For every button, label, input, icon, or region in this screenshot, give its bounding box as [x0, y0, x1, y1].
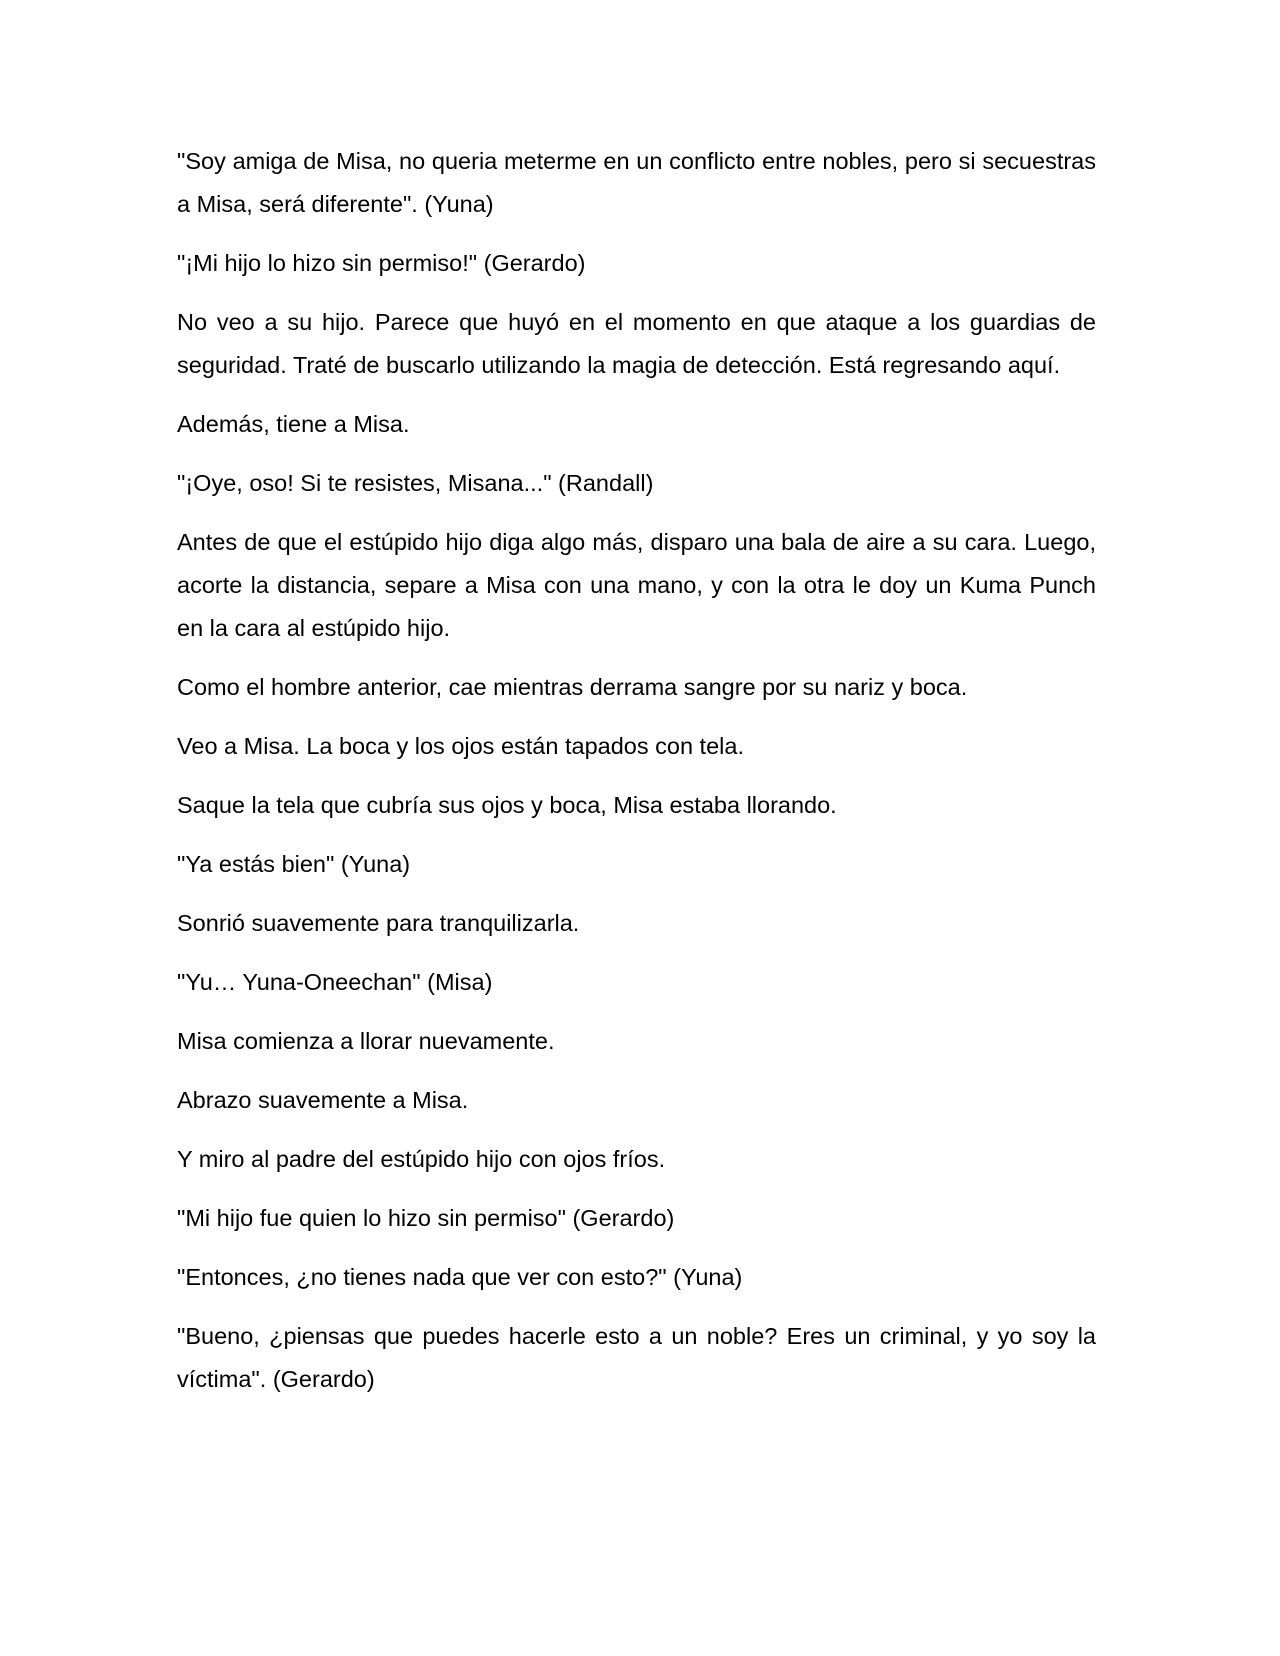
- paragraph: No veo a su hijo. Parece que huyó en el momento en que ataque a los guardias de seguridad. Traté de buscarlo utilizando la magia de detección. Está regresando aquí.: [177, 309, 1096, 378]
- paragraph: "Ya estás bien" (Yuna): [177, 851, 411, 877]
- paragraph: Además, tiene a Misa.: [177, 411, 410, 437]
- paragraph: "Yu… Yuna-Oneechan" (Misa): [177, 969, 493, 995]
- paragraph: Como el hombre anterior, cae mientras derrama sangre por su nariz y boca.: [177, 674, 968, 700]
- paragraph: "¡Oye, oso! Si te resistes, Misana..." (Randall): [177, 470, 654, 496]
- document-page: [177, 140, 1096, 1417]
- paragraph: "Bueno, ¿piensas que puedes hacerle esto a un noble? Eres un criminal, y yo soy la víctima". (Gerardo): [177, 1323, 1096, 1392]
- paragraph: Veo a Misa. La boca y los ojos están tapados con tela.: [177, 733, 744, 759]
- paragraph: "Soy amiga de Misa, no queria meterme en un conflicto entre nobles, pero si secuestras a Misa, será diferente". (Yuna): [177, 148, 1096, 217]
- paragraph: "Mi hijo fue quien lo hizo sin permiso" (Gerardo): [177, 1205, 675, 1231]
- paragraph: Y miro al padre del estúpido hijo con ojos fríos.: [177, 1146, 666, 1172]
- paragraph: "¡Mi hijo lo hizo sin permiso!" (Gerardo): [177, 250, 586, 276]
- paragraph: Misa comienza a llorar nuevamente.: [177, 1028, 555, 1054]
- paragraph: Abrazo suavemente a Misa.: [177, 1087, 469, 1113]
- paragraph: Saque la tela que cubría sus ojos y boca, Misa estaba llorando.: [177, 792, 837, 818]
- paragraph: "Entonces, ¿no tienes nada que ver con esto?" (Yuna): [177, 1264, 743, 1290]
- paragraph: Sonrió suavemente para tranquilizarla.: [177, 910, 580, 936]
- paragraph: Antes de que el estúpido hijo diga algo más, disparo una bala de aire a su cara. Luego, acorte la distancia, separe a Misa con una mano, y con la otra le doy un Kuma Punch en la cara al estúpido hijo.: [177, 529, 1096, 641]
